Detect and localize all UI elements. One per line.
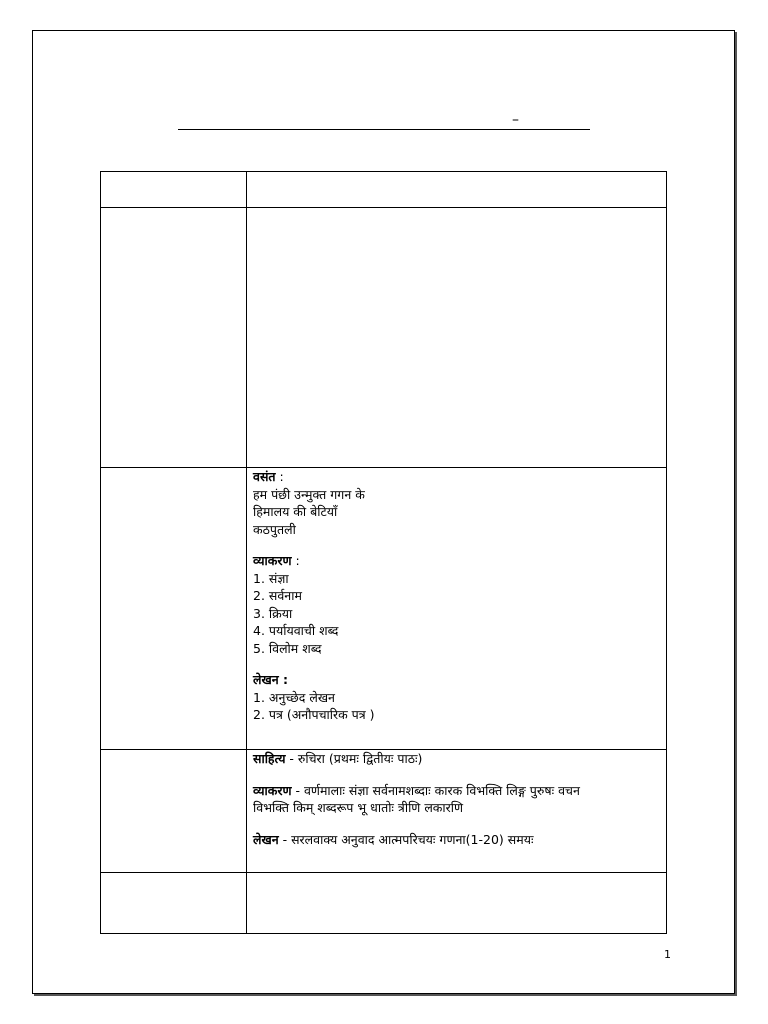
sanskrit-vyakaran-text-continued: विभक्ति किम् शब्दरूप भू धातोः त्रीणि लकारणि	[253, 800, 464, 815]
sanskrit-lekhan-line	[253, 831, 580, 849]
vasant-item: हम पंछी उन्मुक्त गगन के	[253, 486, 365, 502]
lekhan-heading-line	[253, 671, 375, 689]
vasant-item: कठपुतली	[253, 521, 296, 537]
sanskrit-vyakaran-heading: व्याकरण	[253, 782, 292, 798]
sanskrit-vyakaran-line	[253, 782, 580, 800]
table-row-divider-1	[100, 207, 667, 208]
vasant-colon: :	[275, 469, 284, 484]
table-row-divider-4	[100, 872, 667, 873]
title-underline	[178, 129, 590, 130]
lekhan-heading: लेखन :	[253, 672, 288, 687]
vyakaran-item: 3. क्रिया	[253, 605, 293, 621]
sanskrit-syllabus-cell	[253, 750, 580, 848]
vyakaran-item: 5. विलोम शब्द	[253, 640, 322, 656]
sanskrit-lekhan-text: - सरलवाक्य अनुवाद आत्मपरिचयः गणना(1-20) समयः	[278, 831, 534, 847]
lekhan-item: 1. अनुच्छेद लेखन	[253, 689, 335, 705]
vyakaran-colon: :	[291, 553, 300, 568]
sahitya-heading: साहित्य	[253, 751, 286, 766]
lekhan-item: 2. पत्र (अनौपचारिक पत्र )	[253, 707, 375, 722]
vyakaran-item: 4. पर्यायवाची शब्द	[253, 623, 339, 638]
hindi-syllabus-cell	[253, 468, 375, 724]
vasant-item: हिमालय की बेटियाँ	[253, 504, 338, 519]
table-row-divider-2	[100, 467, 667, 468]
vasant-heading-line	[253, 468, 375, 486]
page-number: 1	[664, 948, 671, 961]
vasant-heading: वसंत	[253, 469, 276, 484]
sahitya-line	[253, 750, 580, 768]
sanskrit-lekhan-heading: लेखन	[253, 831, 279, 847]
sanskrit-vyakaran-text: - वर्णमालाः संज्ञा सर्वनामशब्दाः कारक विभक्ति लिङ्ग पुरुषः वचन	[291, 782, 580, 798]
vyakaran-heading-line	[253, 552, 375, 570]
sahitya-text: - रुचिरा (प्रथमः द्वितीयः पाठः)	[285, 751, 423, 766]
title-dash: –	[512, 112, 519, 128]
vyakaran-heading: व्याकरण	[253, 553, 292, 568]
table-column-divider	[246, 171, 247, 934]
vyakaran-item: 2. सर्वनाम	[253, 588, 302, 603]
vyakaran-item: 1. संज्ञा	[253, 570, 289, 586]
